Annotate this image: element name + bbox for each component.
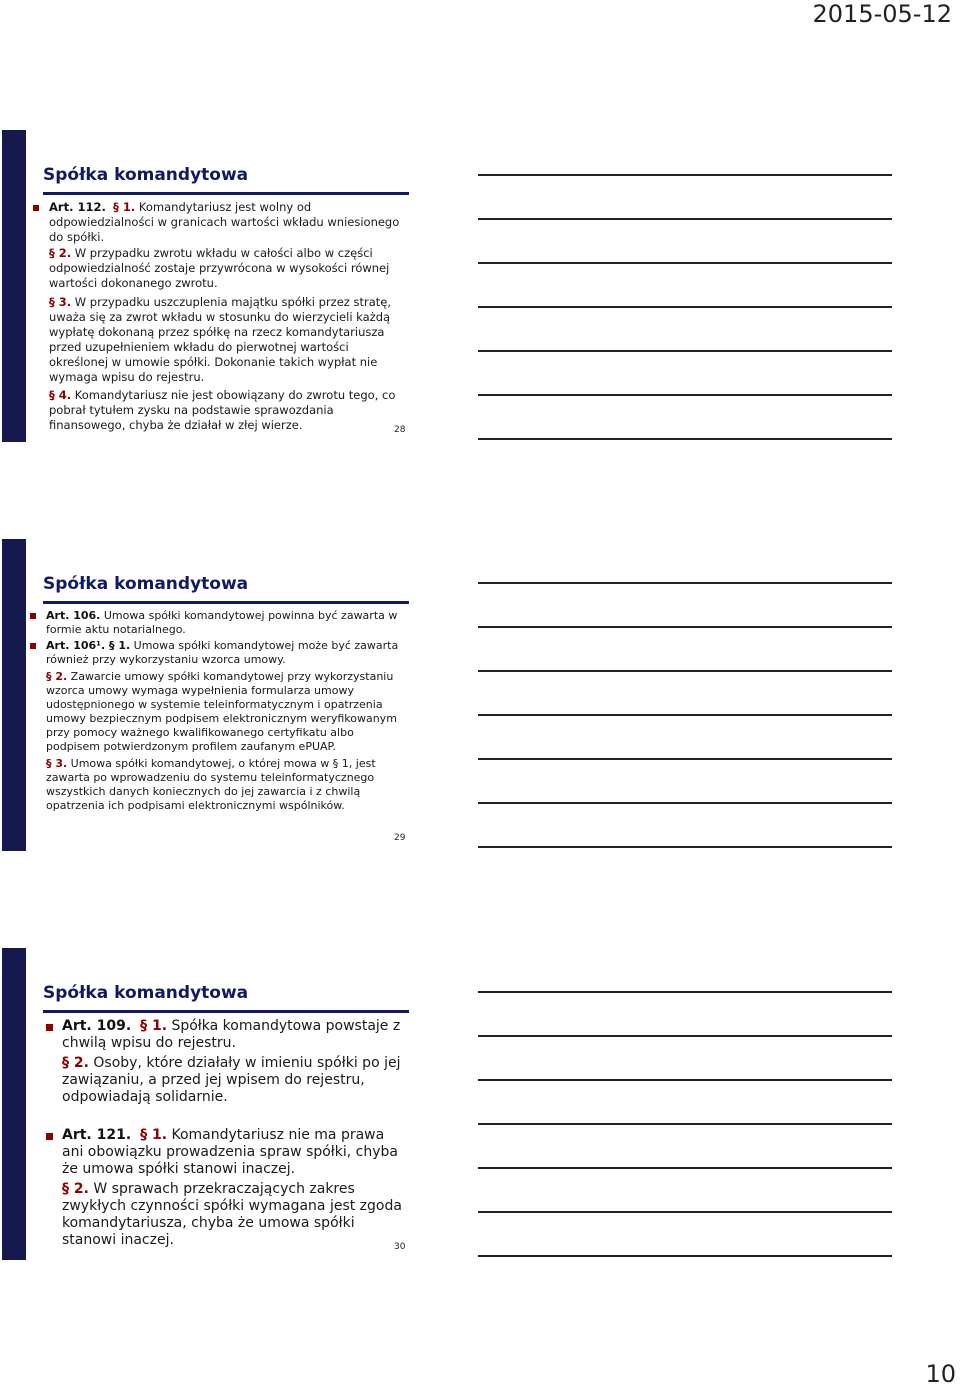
note-line <box>478 218 892 220</box>
note-line <box>478 626 892 628</box>
paragraph-text: Komandytariusz nie jest obowiązany do zwrotu tego, co pobrał tytułem zysku na podstawie sprawozdania finansowego, chyba że działał w złej wierze. <box>49 388 396 432</box>
slide-title: Spółka komandytowa <box>43 165 249 185</box>
slide-content <box>33 200 409 433</box>
paragraph-text: W przypadku zwrotu wkładu w całości albo w części odpowiedzialność zostaje przywrócona w wysokości równej wartości dokonanego zwrotu. <box>49 246 390 290</box>
note-line <box>478 1079 892 1081</box>
article-ref: Art. 121. <box>62 1127 132 1143</box>
article-ref: Art. 106. <box>46 609 101 622</box>
slide-number: 29 <box>394 833 406 843</box>
slide-28 <box>0 130 420 442</box>
paragraph-text: Umowa spółki komandytowej, o której mowa w § 1, jest zawarta po wprowadzeniu do systemu teleinformatycznego wszystkich danych koniecznych do jej zawarcia i z chwilą opatrzenia ich podpisami elektronicznymi wspólników. <box>46 757 376 812</box>
slide-side-bar <box>2 539 26 851</box>
paragraph-text: W sprawach przekraczających zakres zwykłych czynności spółki wymagana jest zgoda komandytariusza, chyba że umowa spółki stanowi inaczej. <box>62 1181 402 1248</box>
paragraph <box>33 388 409 433</box>
slide-content <box>30 609 410 813</box>
title-underline <box>43 601 409 604</box>
section-ref: § 1. <box>140 1018 168 1034</box>
list-item <box>30 609 410 637</box>
note-line <box>478 991 892 993</box>
paragraph-text: Spółka komandytowa powstaje z chwilą wpisu do rejestru. <box>62 1018 401 1051</box>
note-line <box>478 262 892 264</box>
note-line <box>478 1255 892 1257</box>
paragraph <box>30 670 410 754</box>
paragraph-text: W przypadku uszczuplenia majątku spółki przez stratę, uważa się za zwrot wkładu w stosunku do wierzycieli każdą wypłatę dokonaną przez spółkę na rzecz komandytariusza przed uzupełnieniem wkładu do pierwotnej wartości określonej w umowie spółki. Dokonanie takich wypłat nie wymaga wpisu do rejestru. <box>49 295 391 384</box>
note-line <box>478 1211 892 1213</box>
section-ref: § 3. <box>49 295 72 309</box>
print-date: 2015-05-12 <box>812 0 952 28</box>
section-ref: § 2. <box>62 1181 89 1197</box>
section-ref: § 2. <box>49 246 72 260</box>
section-ref: § 1. <box>140 1127 168 1143</box>
paragraph-text: Zawarcie umowy spółki komandytowej przy wykorzystaniu wzorca umowy wymaga wypełnienia formularza umowy udostępnionego w systemie teleinformatycznym i opatrzenia umowy bezpiecznym podpisem elektronicznym weryfikowanym przy pomocy ważnego kwalifikowanego certyfikatu albo podpisem potwierdzonym profilem zaufanym ePUAP. <box>46 670 397 753</box>
note-line <box>478 582 892 584</box>
slide-side-bar <box>2 130 26 442</box>
paragraph <box>46 1181 408 1249</box>
slide-title: Spółka komandytowa <box>43 574 249 594</box>
note-line <box>478 1167 892 1169</box>
note-line <box>478 846 892 848</box>
paragraph <box>46 1055 408 1106</box>
slide-side-bar <box>2 948 26 1260</box>
list-item <box>33 200 409 245</box>
section-ref: § 2. <box>62 1055 89 1071</box>
paragraph <box>30 757 410 813</box>
note-line <box>478 306 892 308</box>
note-line <box>478 174 892 176</box>
section-ref: § 3. <box>46 757 68 770</box>
section-ref: § 2. <box>46 670 68 683</box>
section-ref: § 1. <box>113 200 136 214</box>
paragraph-text: Komandytariusz jest wolny od odpowiedzialności w granicach wartości wkładu wniesionego do spółki. <box>49 200 400 244</box>
title-underline <box>43 192 409 195</box>
note-line <box>478 350 892 352</box>
note-line <box>478 1123 892 1125</box>
note-line <box>478 758 892 760</box>
note-line <box>478 714 892 716</box>
slide-content <box>46 1018 408 1249</box>
article-ref: Art. 109. <box>62 1018 132 1034</box>
paragraph <box>33 295 409 385</box>
section-ref: § 4. <box>49 388 72 402</box>
list-item <box>46 1018 408 1052</box>
slide-number: 30 <box>394 1242 406 1252</box>
slide-29 <box>0 539 420 851</box>
list-item <box>30 639 410 667</box>
paragraph-text: Umowa spółki komandytowej powinna być zawarta w formie aktu notarialnego. <box>46 609 398 636</box>
slide-title: Spółka komandytowa <box>43 983 249 1003</box>
slide-number: 28 <box>394 425 406 435</box>
title-underline <box>43 1010 409 1013</box>
list-item <box>46 1127 408 1178</box>
note-line <box>478 802 892 804</box>
page-number: 10 <box>925 1360 956 1388</box>
note-line <box>478 1035 892 1037</box>
paragraph-text: Komandytariusz nie ma prawa ani obowiązku prowadzenia spraw spółki, chyba że umowa spółki stanowi inaczej. <box>62 1127 399 1177</box>
note-line <box>478 670 892 672</box>
paragraph-text: Osoby, które działały w imieniu spółki po jej zawiązaniu, a przed jej wpisem do rejestru, odpowiadają solidarnie. <box>62 1055 401 1105</box>
note-line <box>478 394 892 396</box>
article-ref: Art. 112. <box>49 200 106 214</box>
paragraph <box>33 246 409 291</box>
article-ref: Art. 106¹. § 1. <box>46 639 131 652</box>
paragraph-text: Umowa spółki komandytowej może być zawarta również przy wykorzystaniu wzorca umowy. <box>46 639 399 666</box>
slide-30 <box>0 948 420 1260</box>
note-line <box>478 438 892 440</box>
